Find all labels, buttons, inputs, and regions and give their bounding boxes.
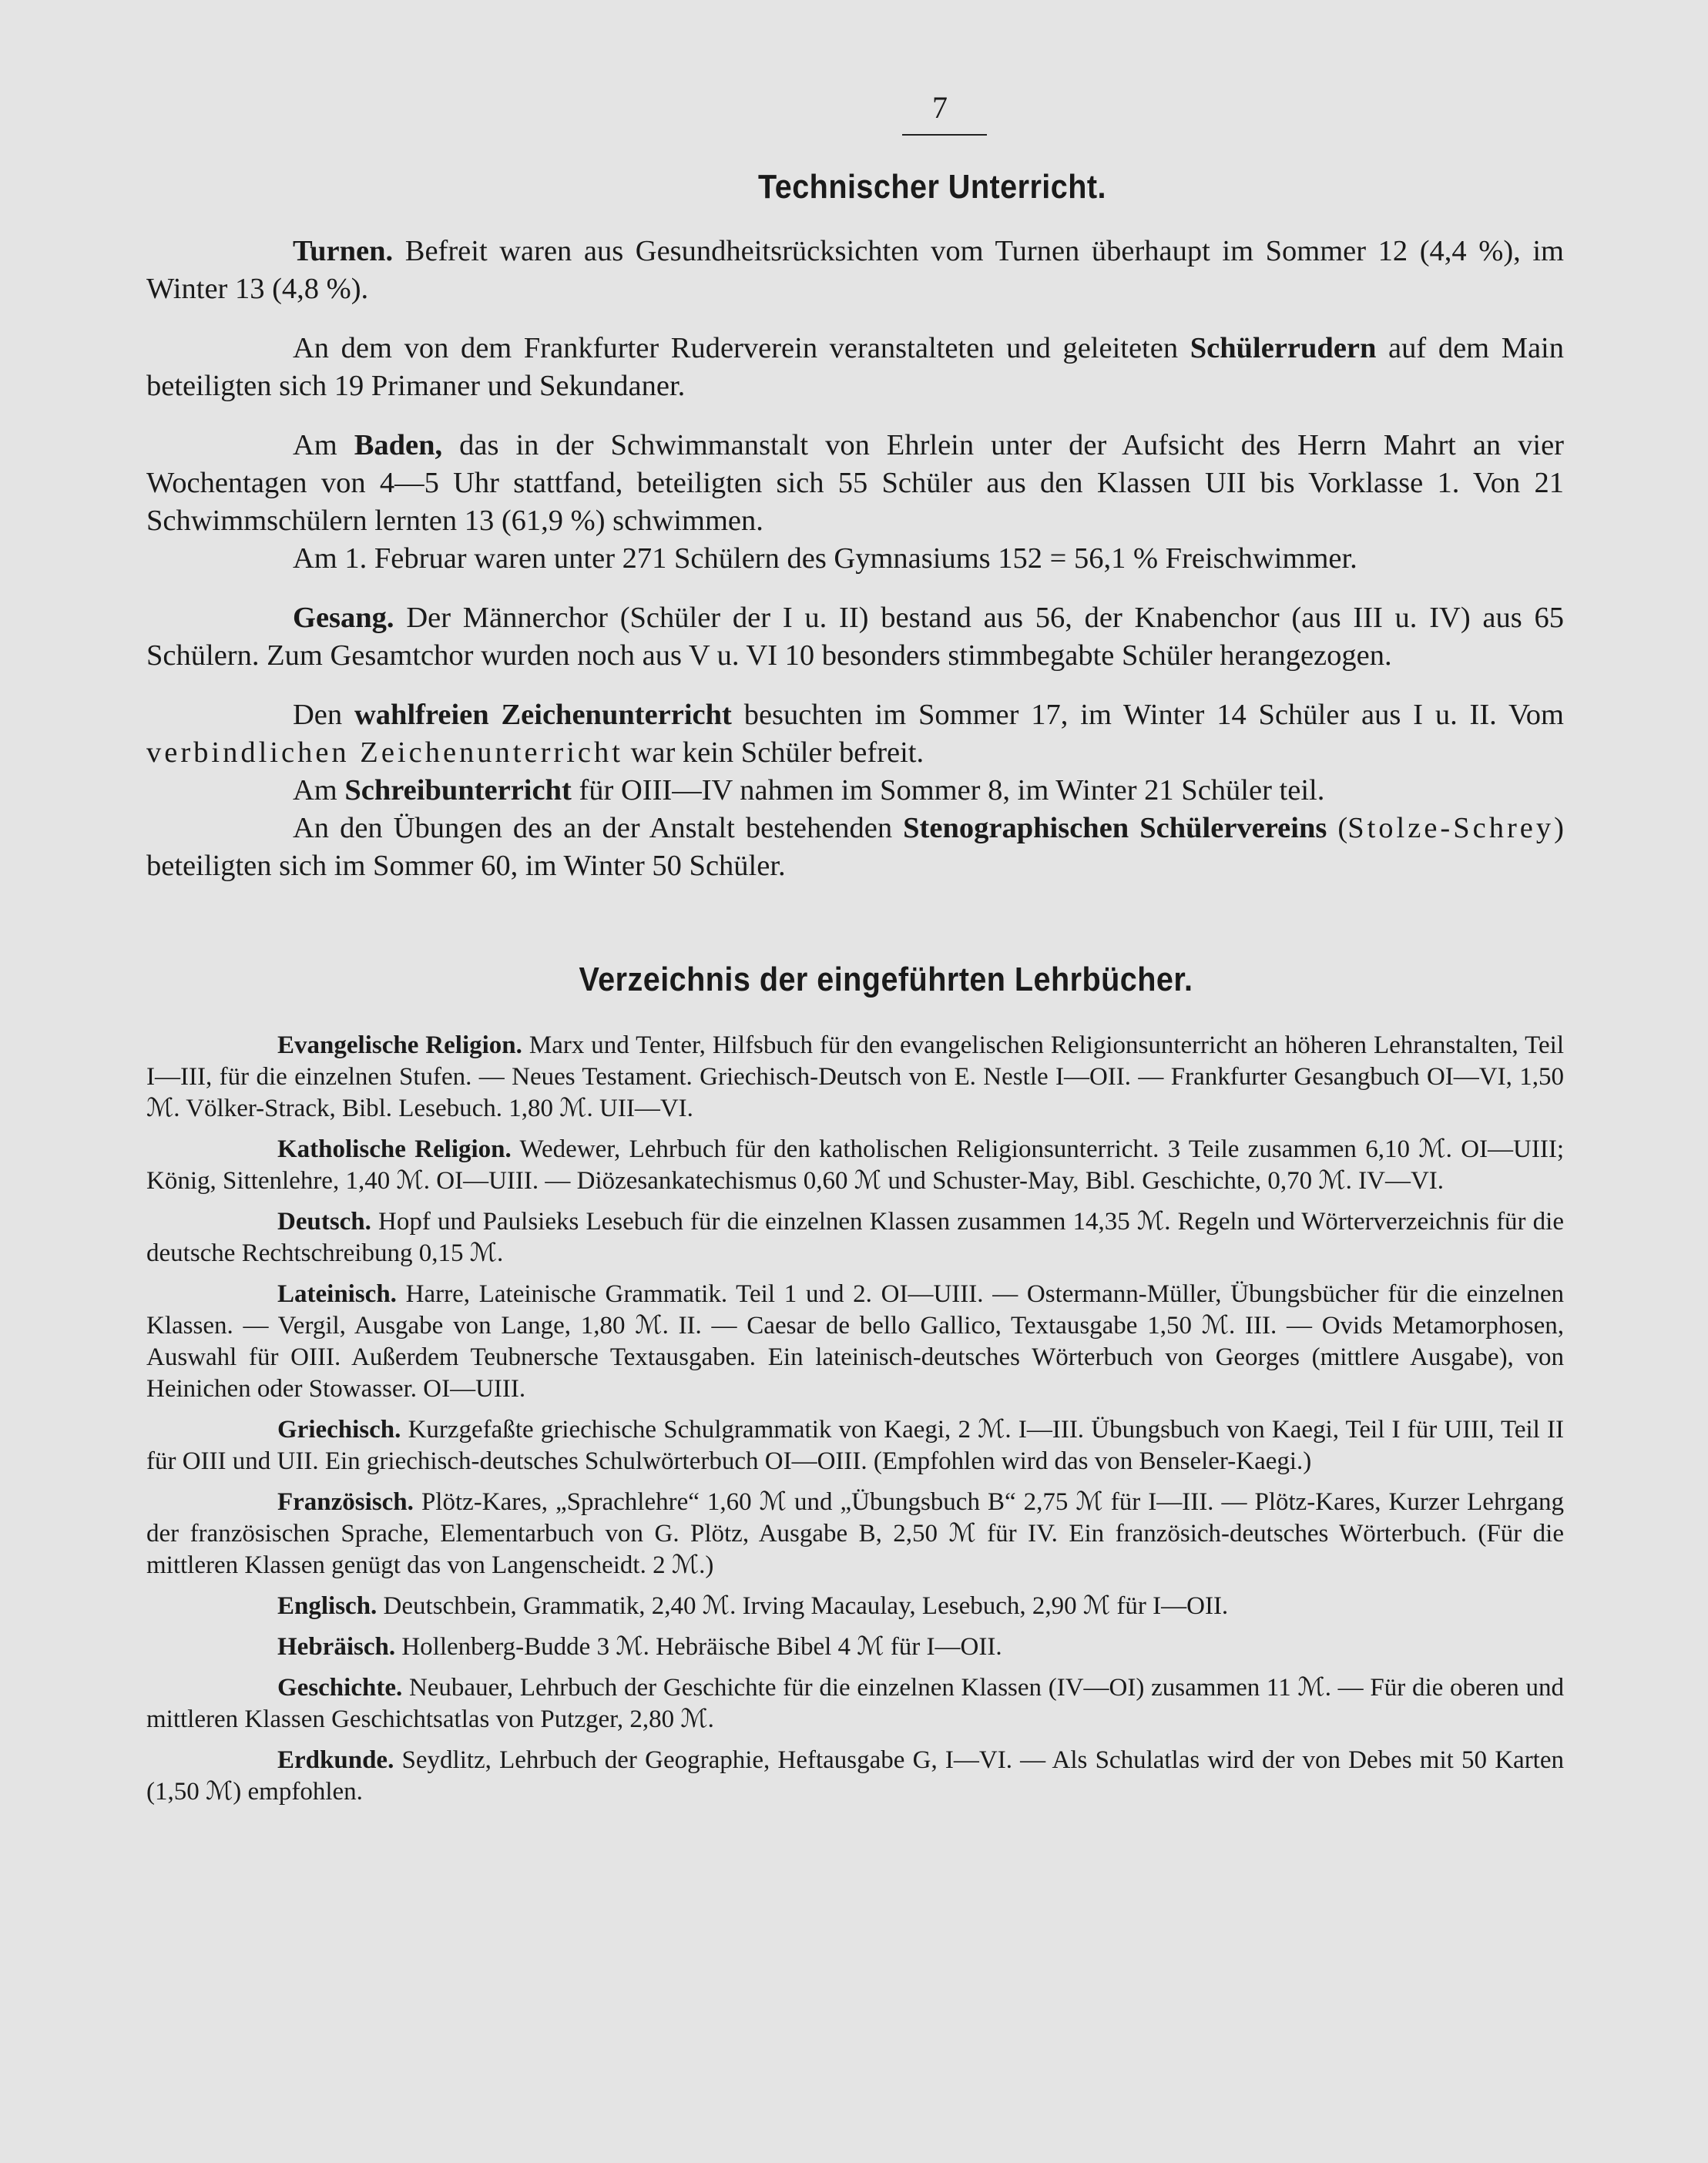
text-rudern: An dem von dem Frankfurter Ruderverein veranstalteten und geleiteten bbox=[293, 332, 1190, 364]
bold-schreibunterricht: Schreibunterricht bbox=[344, 774, 572, 807]
paragraph-rudern bbox=[146, 330, 1564, 405]
spaced-zeichenunterricht: verbindlichen Zeichenunterricht bbox=[146, 736, 623, 769]
bold-schuelerrudern: Schülerrudern bbox=[1190, 332, 1377, 364]
entry-text: Marx und Tenter, Hilfsbuch für den evangelischen Religionsunterricht an höheren Lehranstalten, Teil I—III, für die einzelnen Stufen. — Neues Testament. Griechisch-Deutsch von E. Nestle I—OII. — Frankfurter Gesangbuch OI—VI, 1,50 ℳ. Völker-Strack, Bibl. Lesebuch. 1,80 ℳ. UII—VI. bbox=[146, 1031, 1564, 1122]
entry-text: Neubauer, Lehrbuch der Geschichte für die einzelnen Klassen (IV—OI) zusammen 11 ℳ. — Für die oberen und mittleren Klassen Geschichtsatlas von Putzger, 2,80 ℳ. bbox=[146, 1674, 1564, 1733]
text-februar: Am 1. Februar waren unter 271 Schülern des Gymnasiums 152 = 56,1 % Freischwimmer. bbox=[293, 542, 1357, 575]
entry-text: Deutschbein, Grammatik, 2,40 ℳ. Irving Macaulay, Lesebuch, 2,90 ℳ für I—OII. bbox=[377, 1592, 1229, 1620]
paragraph-februar bbox=[146, 540, 1564, 578]
text-baden: das in der Schwimmanstalt von Ehrlein unter der Aufsicht des Herrn Mahrt an vier Wochentagen von 4—5 Uhr stattfand, beteiligten sich 55 Schüler aus den Klassen UII bis Vorklasse 1. Von 21 Schwimmschülern lernten 13 (61,9 %) schwimmen. bbox=[146, 429, 1564, 537]
entry-text: Harre, Lateinische Grammatik. Teil 1 und 2. OI—UIII. — Ostermann-Müller, Übungsbücher für die einzelnen Klassen. — Vergil, Ausgabe von Lange, 1,80 ℳ. II. — Caesar de bello Gallico, Textausgabe 1,50 ℳ. III. — Ovids Metamorphosen, Auswahl für OIII. Außerdem Teubnersche Textausgaben. Ein lateinisch-deutsches Wörterbuch von Georges (mittlere Ausgabe), von Heinichen oder Stowasser. OI—UIII. bbox=[146, 1280, 1564, 1403]
bold-zeichenunterricht: wahlfreien Zeichenunterricht bbox=[354, 699, 732, 731]
entry-lead: Erdkunde. bbox=[277, 1746, 394, 1774]
textbook-entry-deutsch bbox=[146, 1206, 1564, 1269]
entry-lead: Lateinisch. bbox=[277, 1280, 397, 1308]
text-steno-mid: ( bbox=[1327, 812, 1348, 844]
pre-zeichnen: Den bbox=[293, 699, 354, 731]
text-steno: An den Übungen des an der Anstalt bestehenden bbox=[293, 812, 904, 844]
text-rudern-after: auf dem Main beteiligten sich 19 Primaner und Sekundaner. bbox=[146, 332, 1564, 402]
text-turnen: Befreit waren aus Gesundheitsrücksichten vom Turnen überhaupt im Sommer 12 (4,4 %), im Winter 13 (4,8 %). bbox=[146, 235, 1564, 305]
entry-text: Kurzgefaßte griechische Schulgrammatik von Kaegi, 2 ℳ. I—III. Übungsbuch von Kaegi, Teil I für UIII, Teil II für OIII und UII. Ein griechisch-deutsches Schulwörterbuch OI—OIII. (Empfohlen wird das von Benseler-Kaegi.) bbox=[146, 1416, 1564, 1475]
textbook-entry-englisch bbox=[146, 1591, 1564, 1622]
paragraph-baden bbox=[146, 427, 1564, 540]
text-schreiben: für OIII—IV nahmen im Sommer 8, im Winter 21 Schüler teil. bbox=[571, 774, 1325, 807]
section-title-technischer-unterricht: Technischer Unterricht. bbox=[758, 168, 1106, 206]
paragraph-schreiben bbox=[146, 772, 1564, 810]
page-number-rule bbox=[902, 134, 987, 136]
textbook-entry-griechisch bbox=[146, 1414, 1564, 1477]
textbook-entry-katholische-religion bbox=[146, 1134, 1564, 1197]
entry-lead: Evangelische Religion. bbox=[277, 1031, 522, 1059]
lead-turnen: Turnen. bbox=[293, 235, 394, 267]
bold-stenographischen-schuelerverein: Stenographischen Schülervereins bbox=[903, 812, 1327, 844]
text-zeichnen-after: war kein Schüler befreit. bbox=[622, 736, 924, 769]
spaced-stolze-schrey: Stolze-Schrey bbox=[1347, 812, 1555, 844]
section-title-lehrbuecher: Verzeichnis der eingeführten Lehrbücher. bbox=[579, 961, 1193, 998]
textbook-list bbox=[146, 1030, 1564, 1808]
entry-lead: Deutsch. bbox=[277, 1208, 371, 1236]
text-steno-after: ) beteiligten sich im Sommer 60, im Winter 50 Schüler. bbox=[146, 812, 1564, 882]
entry-lead: Französisch. bbox=[277, 1488, 414, 1516]
entry-text: Hollenberg-Budde 3 ℳ. Hebräische Bibel 4 ℳ für I—OII. bbox=[395, 1633, 1002, 1661]
lead-baden: Baden, bbox=[354, 429, 443, 461]
textbook-entry-geschichte bbox=[146, 1672, 1564, 1735]
entry-text: Wedewer, Lehrbuch für den katholischen Religionsunterricht. 3 Teile zusammen 6,10 ℳ. OI—UIII; König, Sittenlehre, 1,40 ℳ. OI—UIII. — Diözesankatechismus 0,60 ℳ und Schuster-May, Bibl. Geschichte, 0,70 ℳ. IV—VI. bbox=[146, 1135, 1564, 1195]
entry-lead: Geschichte. bbox=[277, 1674, 403, 1702]
entry-lead: Hebräisch. bbox=[277, 1633, 396, 1661]
textbook-entry-erdkunde bbox=[146, 1745, 1564, 1808]
textbook-entry-evangelische-religion bbox=[146, 1030, 1564, 1125]
lead-gesang: Gesang. bbox=[293, 602, 394, 634]
paragraph-zeichnen bbox=[146, 696, 1564, 772]
text-zeichnen: besuchten im Sommer 17, im Winter 14 Schüler aus I u. II. Vom bbox=[731, 699, 1564, 731]
text-gesang: Der Männerchor (Schüler der I u. II) bestand aus 56, der Knabenchor (aus III u. IV) aus 65 Schülern. Zum Gesamtchor wurden noch aus V u. VI 10 besonders stimmbegabte Schüler herangezogen. bbox=[146, 602, 1564, 672]
entry-text: Hopf und Paulsieks Lesebuch für die einzelnen Klassen zusammen 14,35 ℳ. Regeln und Wörterverzeichnis für die deutsche Rechtschreibung 0,15 ℳ. bbox=[146, 1208, 1564, 1267]
pre-schreiben: Am bbox=[293, 774, 345, 807]
page-content bbox=[146, 92, 1564, 1817]
pre-baden: Am bbox=[293, 429, 354, 461]
entry-lead: Griechisch. bbox=[277, 1416, 401, 1444]
textbook-entry-lateinisch bbox=[146, 1279, 1564, 1405]
page-number: 7 bbox=[932, 90, 948, 125]
paragraph-gesang bbox=[146, 599, 1564, 675]
paragraph-turnen bbox=[146, 233, 1564, 308]
entry-lead: Katholische Religion. bbox=[277, 1135, 512, 1163]
entry-text: Plötz-Kares, „Sprachlehre“ 1,60 ℳ und „Übungsbuch B“ 2,75 ℳ für I—III. — Plötz-Kares, Kurzer Lehrgang der französischen Sprache, Elementarbuch von G. Plötz, Ausgabe B, 2,50 ℳ für IV. Ein französich-deutsches Wörterbuch. (Für die mittleren Klassen genügt das von Langenscheidt. 2 ℳ.) bbox=[146, 1488, 1564, 1579]
entry-text: Seydlitz, Lehrbuch der Geographie, Heftausgabe G, I—VI. — Als Schulatlas wird der von Debes mit 50 Karten (1,50 ℳ) empfohlen. bbox=[146, 1746, 1564, 1806]
textbook-entry-hebraeisch bbox=[146, 1631, 1564, 1663]
entry-lead: Englisch. bbox=[277, 1592, 378, 1620]
paragraph-steno bbox=[146, 810, 1564, 885]
textbook-entry-franzoesisch bbox=[146, 1487, 1564, 1581]
